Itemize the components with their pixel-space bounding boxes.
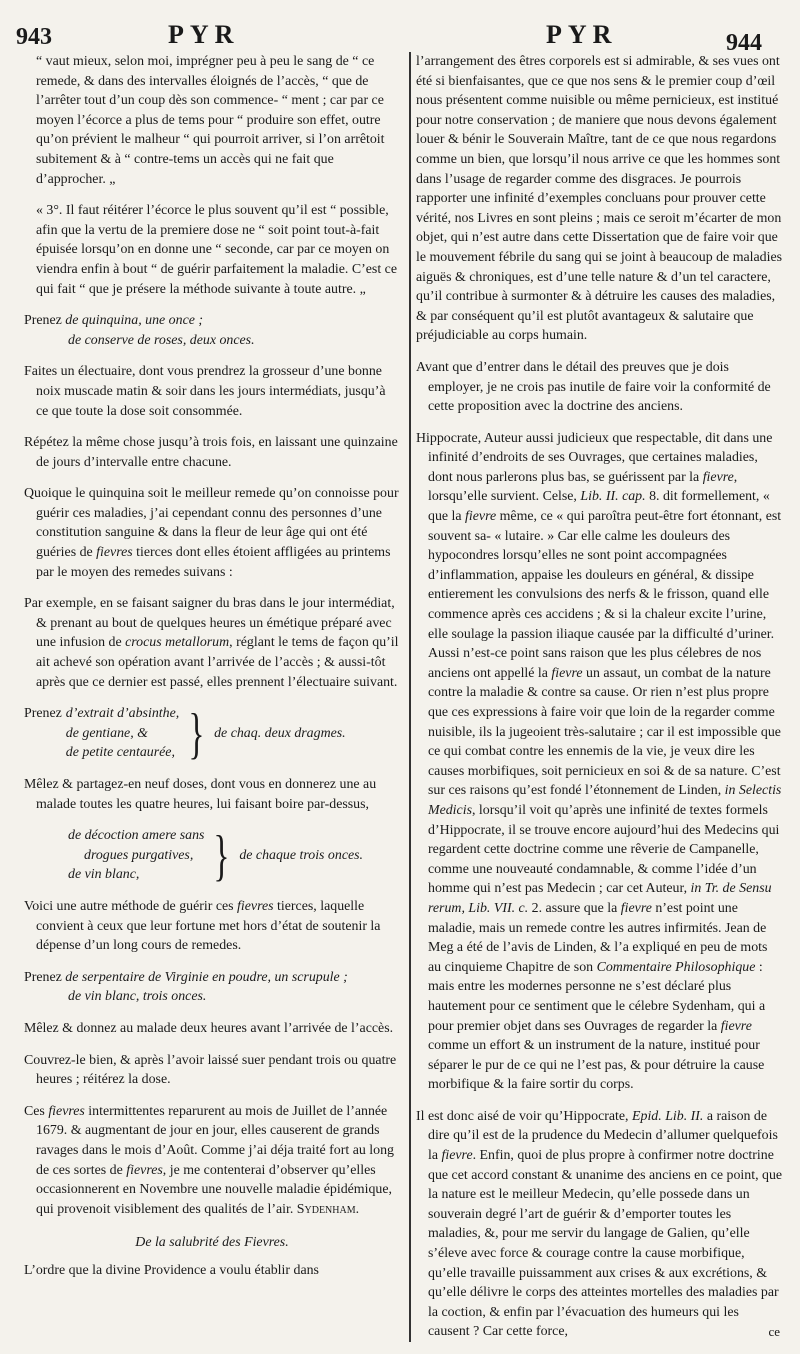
text-run: tierces, laquelle convient à ceux que leur fortune met hors d’état de soutenir la dépense d’un long cours de remedes. [36,898,381,954]
text-run: Voici une autre méthode de guérir ces [24,898,238,914]
recipe-2-item: de gentiane, & [65,725,148,741]
column-divider [409,52,411,1342]
text-run: 8. dit formellement, « que la [428,489,770,525]
running-head-left: PYR [168,20,240,49]
quote-paragraph-2: « 3°. Il faut réitérer l’écorce le plus souvent qu’il est “ possible, afin que la vertu de la premiere dose ne “ soit point tout-à-fait épuisée lorsqu’on en donne une “ seconde, car par ce moyen on viendra enfin à bout “ de guérir parfaitement la maladie. C’est ce qui fait “ que je présere la méthode suivante à toute autre. „ [36,203,397,297]
text-run-italic: fievres [48,1103,85,1119]
text-run-italic: fievres [96,545,133,561]
recipe-3-item: de décoction amere sans [68,828,205,844]
recipe-4-line-a: de serpentaire de Virginie en poudre, un scrupule ; [65,969,348,985]
text-run-italic: fievre [465,509,497,525]
text-run-italic: fievre [702,469,734,485]
paragraph-arrangement: l’arrangement des êtres corporels est si admirable, & ses vues ont été si bienfaisantes, que ce que nos sens & le premier coup d’œil nous présentent comme nuisible ou même pernicieux, est institué pour notre conservation ; de maniere que nous devons également louer & bénir le Souverain Maître, tant de ce que nous regardons comme un bien, que lorsqu’il nous arrive ce que les hommes sont dans l’usage de regarder comme des disgraces. Je pourrois rapporter une infinité d’exemples concluans pour prouver cette vérité, nos Livres en sont pleins ; mais ce seroit m’écarter de mon objet, qui n’est autre dans cette Dissertation que de faire voir que le mouvement fébrile du sang qui se joint à beaucoup de maladies aiguës & chroniques, est d’une telle nature & d’un tel caractere, qu’il contribue à surmonter & à détruire les causes des maladies, & par conséquent qu’il est plutôt avantageux & salutaire que préjudiciable au corps humain. [416,54,783,344]
paragraph-voici [24,897,400,956]
recipe-1-lead: Prenez [24,313,62,329]
text-run: comme un effort & un instrument de la nature, institué pour séparer le pur de ce qui ne l’est pas, & pour détruire la cause morbifique & la faire sortir du corps. [428,1038,765,1093]
paragraph-avant: Avant que d’entrer dans le détail des preuves que je dois employer, je ne crois pas inutile de faire voir la conformité de cette proposition avec la doctrine des anciens. [416,359,771,415]
recipe-3-items [68,826,204,885]
author-signature: Sydenham. [296,1201,360,1217]
recipe-2-item: de petite centaurée, [65,745,175,761]
text-run: Ces [24,1103,49,1119]
paragraph-repetez: Répétez la même chose jusqu’à trois fois, en laissant une quinzaine de jours d’intervalle entre chacune. [24,435,398,470]
text-run-italic: fievres [126,1162,163,1178]
recipe-3 [24,826,400,885]
text-run-italic: Epid. Lib. II. [632,1108,704,1124]
catchword: ce [768,1324,780,1339]
page-number-right: 944 [726,30,762,56]
recipe-2-dose: de chaq. deux dragmes. [214,725,346,741]
page-header [0,16,800,56]
recipe-3-item: drogues purgatives, [84,847,194,863]
recipe-3-item: de vin blanc, [68,867,140,883]
section-title: De la salubrité des Fievres. [135,1235,289,1251]
text-run: tierces dont elles étoient affligées au printems par le moyen des remedes suivans : [36,545,391,580]
text-run: Il est donc aisé de voir qu’Hippocrate, [416,1108,633,1124]
text-run-italic: fievre [551,665,583,681]
text-run-italic: in Tr. de Sensu rerum, Lib. VII. c. [428,881,772,916]
text-run: a raison de dire qu’il est de la prudence du Medecin d’allumer quelquefois la [428,1108,778,1164]
text-run-italic: Commentaire Philosophique [596,959,756,975]
text-run: : mais entre les modernes personne ne s’est déclaré plus hautement pour ce sentiment que le célebre Sydenham, qui a pour premier objet dans ses Ouvrages de regarder la [428,959,766,1034]
paragraph-quinquina [24,484,400,582]
left-column [24,52,400,1292]
paragraph-ces-fievres [24,1102,400,1220]
text-run: Hippocrate, Auteur aussi judicieux que respectable, dit dans une infinité d’endroits de ses Ouvrages, que certaines maladies, dont nous parlerons plus bas, se guérissent par la [416,430,773,485]
paragraph-electuaire: Faites un électuaire, dont vous prendrez la grosseur d’une bonne noix muscade matin & soir dans les jours intermédiats, jusqu’à ce que toute la dose soit consommée. [24,364,386,419]
recipe-2 [24,704,400,763]
recipe-1 [24,311,400,350]
recipe-3-dose: de chaque trois onces. [239,847,364,863]
paragraph-il-est-donc [416,1107,784,1342]
paragraph-melez: Mêlez & partagez-en neuf doses, dont vous en donnerez une au malade toutes les quatre heures, lui faisant boire par-dessus, [24,777,377,812]
text-run: même, ce « qui paroîtra peut-être fort étonnant, est souvent sa- « lutaire. » Car elle calme les douleurs des hypocondres lorsqu’elles ne sont point accompagnées d’inflammation, appaise les douleurs en général, & dissipe entierement les convulsions des nerfs & le frisson, quand elle commence après ces accidens ; & si la chaleur excite l’urine, elle soulage la passion iliaque causée par la difficulté d’uriner. Aussi n’est-ce point sans raison que les plus célebres de nos anciens ont appellé la [428,509,782,681]
text-run: 2. assure que la [528,900,621,916]
text-run: , lorsqu’elle survient. Celse, [428,469,738,505]
paragraph-couvrez: Couvrez-le bien, & après l’avoir laissé suer pendant trois ou quatre heures ; réitérez la dose. [24,1052,397,1088]
recipe-1-line-a: de quinquina, une once ; [65,313,203,329]
brace-glyph: } [213,824,230,887]
text-run: Par exemple, en se faisant saigner du bras dans le jour intermédiat, & prenant au bout de quelques heures un émétique préparé avec une infusion de [24,596,395,651]
recipe-2-items [66,704,179,763]
recipe-4-line-b: de vin blanc, trois onces. [68,989,207,1005]
right-column [416,52,784,1354]
text-run-italic: in Selectis Medicis [428,783,782,818]
text-run: , je me contenterai d’observer qu’elles occasionnerent en Novembre une nouvelle maladie épidémique, qui provenoit visiblement des qualités de l’air. [36,1162,393,1217]
paragraph-hippocrate [416,429,784,1095]
recipe-4 [24,968,400,1007]
text-run-italic: crocus metallorum [125,635,230,651]
text-run: . Enfin, quoi de plus propre à confirmer notre doctrine que cet accord constant & unanime des anciens en ce point, que la nature est le meilleur Medecin, qu’elle possede dans un souverain degré l’art de guérir & d’emporter toutes les maladies, &, pour me servir du langage de Galien, qu’elle s’éleve avec force & courage contre la cause morbifique, qu’elle travaille puissamment aux crises & aux excrétions, & qu’elle délivre le corps des atteintes mortelles des maladies par la coction, & enfin par l’évacuation des humeurs qui les causent ? Car cette force, [428,1148,783,1340]
paragraph-par-exemple [24,594,400,692]
text-run: , lorsqu’il voit qu’après une infinité de textes formels d’Hippocrate, il se trouve encore aujourd’hui des Medecins qui regardent cette doctrine comme une rêverie de Campanelle, comme une nouveauté condamnable, & comme l’idée d’un homme qui n’est pas Medecin ; car cet Auteur, [428,802,780,897]
running-head-right: PYR [546,20,618,49]
recipe-2-item: d’extrait d’absinthe, [65,706,180,722]
recipe-1-line-b: de conserve de roses, deux onces. [68,332,255,348]
text-run-italic: fievre [720,1018,752,1034]
quote-paragraph-1: “ vaut mieux, selon moi, imprégner peu à peu le sang de “ ce remede, & dans des intervalles éloignés de l’accès, “ que de l’arrêter tout d’un coup dès son commence- “ ment ; car par ce moyen l’écorce a plus de tems pour “ produire son effet, outre qu’on prévient le malheur “ qui pourroit arriver, si l’on arrêtoit subitement & à “ contre-tems un accès qui ne fait que d’approcher. „ [36,54,385,187]
recipe-2-lead: Prenez [24,706,62,722]
paragraph-ordre: L’ordre que la divine Providence a voulu établir dans [24,1262,319,1278]
text-run-italic: fievre [620,900,652,916]
text-run-italic: Lib. II. cap. [580,489,646,505]
text-run: intermittentes reparurent au mois de Juillet de l’année 1679. & augmentant de jour en jour, elles causerent de grands ravages dans le mois d’Août. Comme j’ai déja traité fort au long de ces sortes de [36,1103,394,1178]
recipe-4-lead: Prenez [24,969,62,985]
text-run: Quoique le quinquina soit le meilleur remede qu’on connoisse pour guérir ces maladies, j’ai cependant connu des personnes d’une constitution sanguine & dans la fleur de leur âge qui ont été guéries de [24,486,399,561]
text-run: n’est point une maladie, mais un remede contre les autres infirmités. Jean de Meg a été de l’avis de Linden, & l’a expliqué en peu de mots au cinquieme Chapitre de son [428,900,768,975]
paragraph-melez-donnez: Mêlez & donnez au malade deux heures avant l’arrivée de l’accès. [24,1020,394,1036]
text-run: un assaut, un combat de la nature contre la maladie & contre sa cause. Or rien n’est plus propre que ces expressions à faire voir que loin de la regarder comme nuisible, ils la jugeoient très-salutaire ; car il est impossible que ce qui combat contre les ennemis de la vie, je veux dire les causes morbifiques, soit pernicieux en soi & de sa nature. C’est sur ces raisons qu’est fondé l’étonnement de Linden, [428,665,781,799]
text-run-italic: fievres [237,898,274,914]
page-number-left: 943 [16,24,52,50]
text-run: , réglant le tems de façon qu’il ait achevé son opération avant l’arrivée de l’accès ; & aussi-tôt après que ce dernier est passé, elles prennent l’électuaire suivant. [36,635,399,690]
text-run-italic: fievre [441,1148,473,1164]
brace-glyph: } [188,702,205,765]
